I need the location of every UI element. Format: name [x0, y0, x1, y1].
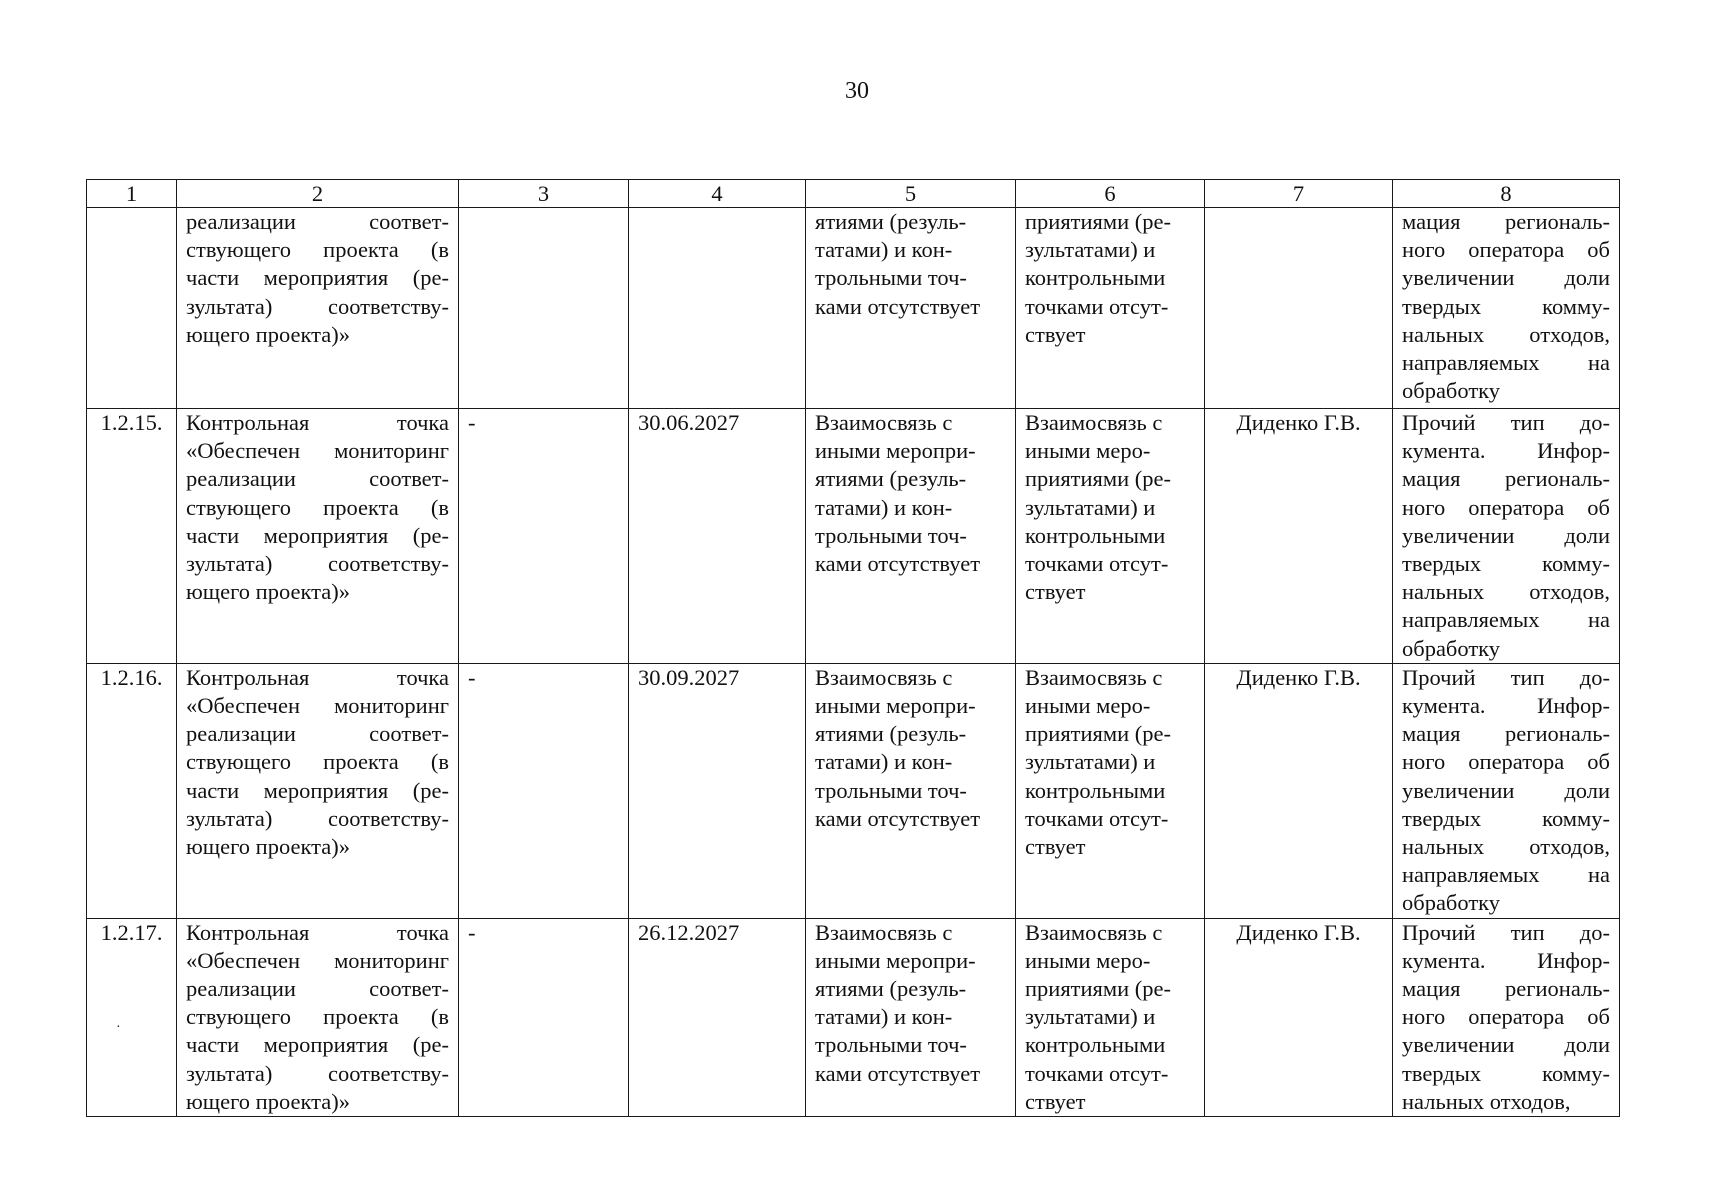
cell-line: зультатами) и	[1025, 237, 1156, 263]
cell-line: ствующего проекта (в	[186, 237, 449, 263]
cell-line: татами) и кон-	[815, 494, 953, 520]
cell-line: ствующего проекта (в	[186, 1004, 449, 1030]
cell-text: 30.06.2027	[638, 410, 740, 435]
event-name-cell	[177, 663, 459, 918]
date-cell	[629, 208, 806, 409]
cell-line: иными меропри-	[815, 947, 976, 973]
document-cell	[1393, 918, 1620, 1116]
date-cell	[629, 918, 806, 1116]
cell-line: ками отсутствует	[815, 1060, 981, 1086]
cell-line: точками отсут-	[1025, 805, 1169, 831]
cell-line: татами) и кон-	[815, 749, 953, 775]
table-row	[87, 409, 1620, 664]
cell-line: мация региональ-	[1402, 976, 1610, 1002]
date-cell	[629, 409, 806, 664]
date-cell	[629, 663, 806, 918]
cell-line: твердых комму-	[1402, 805, 1610, 831]
cell-line: приятиями (ре-	[1025, 721, 1172, 747]
cell-line: приятиями (ре-	[1025, 976, 1172, 1002]
cell-line: контрольными	[1025, 522, 1166, 548]
cell-line: обработку	[1402, 890, 1501, 916]
relation-cell-5	[806, 918, 1016, 1116]
cell-line: ствует	[1025, 579, 1086, 605]
relation-cell-6	[1016, 918, 1205, 1116]
cell-text: -	[468, 919, 476, 945]
relation-cell-5	[806, 663, 1016, 918]
responsible-cell	[1205, 409, 1393, 664]
cell-line: части мероприятия (ре-	[186, 522, 449, 548]
cell-line: «Обеспечен мониторинг	[186, 438, 449, 464]
cell-text: -	[468, 664, 476, 690]
cell-line: точками отсут-	[1025, 293, 1169, 319]
document-cell	[1393, 208, 1620, 409]
cell-line: иными меропри-	[815, 693, 976, 719]
prev-event-cell	[459, 663, 629, 918]
cell-line: твердых комму-	[1402, 293, 1610, 319]
cell-line: ятиями (резуль-	[815, 721, 967, 747]
header-col-5: 5	[806, 180, 1016, 208]
cell-line: реализации соответ-	[186, 209, 449, 234]
table-header-row	[87, 180, 1620, 208]
cell-line: увеличении доли	[1402, 777, 1610, 803]
cell-line: точками отсут-	[1025, 551, 1169, 577]
cell-line: нальных отходов,	[1402, 1088, 1571, 1114]
cell-line: ствует	[1025, 834, 1086, 860]
row-number-cell	[87, 208, 177, 409]
cell-line: приятиями (ре-	[1025, 466, 1172, 492]
document-cell	[1393, 409, 1620, 664]
cell-line: увеличении доли	[1402, 522, 1610, 548]
cell-line: мация региональ-	[1402, 466, 1610, 492]
cell-line: иными меро-	[1025, 947, 1151, 973]
cell-line: иными меропри-	[815, 438, 976, 464]
header-col-1: 1	[87, 180, 177, 208]
cell-line: иными меро-	[1025, 693, 1151, 719]
event-name-cell	[177, 208, 459, 409]
header-col-6: 6	[1016, 180, 1205, 208]
cell-line: зультатами) и	[1025, 1004, 1156, 1030]
cell-line: части мероприятия (ре-	[186, 1032, 449, 1058]
cell-line: увеличении доли	[1402, 1032, 1610, 1058]
cell-line: части мероприятия (ре-	[186, 777, 449, 803]
cell-line: трольными точ-	[815, 522, 967, 548]
cell-line: «Обеспечен мониторинг	[186, 947, 449, 973]
cell-line: Взаимосвязь с	[1025, 664, 1163, 690]
cell-line: трольными точ-	[815, 777, 967, 803]
cell-line: зультата) соответству-	[186, 551, 449, 577]
cell-line: ствующего проекта (в	[186, 749, 449, 775]
cell-line: Контрольная точка	[186, 664, 449, 690]
cell-line: зультатами) и	[1025, 749, 1156, 775]
cell-line: ного оператора об	[1402, 749, 1610, 775]
cell-line: точками отсут-	[1025, 1060, 1169, 1086]
cell-line: ками отсутствует	[815, 293, 981, 319]
cell-line: обработку	[1402, 635, 1501, 661]
cell-line: Прочий тип до-	[1402, 410, 1610, 435]
header-col-7: 7	[1205, 180, 1393, 208]
cell-line: Взаимосвязь с	[1025, 919, 1163, 945]
cell-line: направляемых на	[1402, 350, 1610, 376]
cell-line: направляемых на	[1402, 862, 1610, 888]
cell-line: ятиями (резуль-	[815, 209, 967, 234]
cell-text: 1.2.16.	[100, 664, 163, 690]
cell-line: Контрольная точка	[186, 410, 449, 435]
header-col-2: 2	[177, 180, 459, 208]
responsible-cell	[1205, 663, 1393, 918]
cell-line: Взаимосвязь с	[815, 664, 953, 690]
cell-line: реализации соответ-	[186, 976, 449, 1002]
cell-line: обработку	[1402, 378, 1501, 404]
cell-line: Прочий тип до-	[1402, 919, 1610, 945]
table-row	[87, 918, 1620, 1116]
cell-line: увеличении доли	[1402, 265, 1610, 291]
relation-cell-6	[1016, 409, 1205, 664]
cell-line: кумента. Инфор-	[1402, 693, 1610, 719]
event-name-cell	[177, 918, 459, 1116]
cell-line: направляемых на	[1402, 607, 1610, 633]
cell-line: Взаимосвязь с	[815, 410, 953, 435]
relation-cell-6	[1016, 663, 1205, 918]
cell-line: ного оператора об	[1402, 494, 1610, 520]
cell-line: кумента. Инфор-	[1402, 947, 1610, 973]
cell-line: ствует	[1025, 1088, 1086, 1114]
cell-line: нальных отходов,	[1402, 579, 1610, 605]
events-table	[86, 179, 1620, 1117]
row-number-cell	[87, 663, 177, 918]
table-row	[87, 208, 1620, 409]
row-number-cell	[87, 918, 177, 1116]
cell-line: ствует	[1025, 321, 1086, 347]
cell-line: Прочий тип до-	[1402, 664, 1610, 690]
cell-line: зультатами) и	[1025, 494, 1156, 520]
cell-line: ющего проекта)»	[186, 579, 350, 605]
responsible-cell	[1205, 208, 1393, 409]
header-col-8: 8	[1393, 180, 1620, 208]
header-col-3: 3	[459, 180, 629, 208]
cell-line: «Обеспечен мониторинг	[186, 693, 449, 719]
cell-line: Взаимосвязь с	[815, 919, 953, 945]
page-number: 30	[845, 78, 869, 104]
cell-line: трольными точ-	[815, 265, 967, 291]
cell-line: части мероприятия (ре-	[186, 265, 449, 291]
cell-line: приятиями (ре-	[1025, 209, 1172, 234]
cell-line: ного оператора об	[1402, 237, 1610, 263]
cell-line: ятиями (резуль-	[815, 466, 967, 492]
cell-line: нальных отходов,	[1402, 834, 1610, 860]
row-number-cell	[87, 409, 177, 664]
cell-line: татами) и кон-	[815, 1004, 953, 1030]
prev-event-cell	[459, 918, 629, 1116]
relation-cell-5	[806, 208, 1016, 409]
cell-line: ками отсутствует	[815, 551, 981, 577]
cell-line: ствующего проекта (в	[186, 494, 449, 520]
document-cell	[1393, 663, 1620, 918]
cell-line: ющего проекта)»	[186, 834, 350, 860]
event-name-cell	[177, 409, 459, 664]
cell-text: Диденко Г.В.	[1236, 919, 1361, 945]
cell-line: мация региональ-	[1402, 209, 1610, 234]
cell-line: ятиями (резуль-	[815, 976, 967, 1002]
cell-line: татами) и кон-	[815, 237, 953, 263]
cell-line: контрольными	[1025, 777, 1166, 803]
cell-text: 1.2.17.	[100, 919, 163, 945]
cell-line: зультата) соответству-	[186, 805, 449, 831]
cell-line: ного оператора об	[1402, 1004, 1610, 1030]
cell-line: зультата) соответству-	[186, 293, 449, 319]
table-row	[87, 663, 1620, 918]
cell-text: -	[468, 410, 476, 435]
cell-line: ющего проекта)»	[186, 1088, 350, 1114]
cell-line: трольными точ-	[815, 1032, 967, 1058]
cell-line: контрольными	[1025, 1032, 1166, 1058]
cell-line: мация региональ-	[1402, 721, 1610, 747]
cell-line: твердых комму-	[1402, 1060, 1610, 1086]
cell-text: 30.09.2027	[638, 664, 740, 690]
cell-text: 1.2.15.	[100, 410, 163, 435]
cell-line: зультата) соответству-	[186, 1060, 449, 1086]
cell-line: реализации соответ-	[186, 466, 449, 492]
cell-line: иными меро-	[1025, 438, 1151, 464]
cell-line: Взаимосвязь с	[1025, 410, 1163, 435]
cell-text: Диденко Г.В.	[1236, 410, 1361, 435]
header-col-4: 4	[629, 180, 806, 208]
cell-line: реализации соответ-	[186, 721, 449, 747]
responsible-cell	[1205, 918, 1393, 1116]
cell-line: Контрольная точка	[186, 919, 449, 945]
prev-event-cell	[459, 409, 629, 664]
cell-line: ками отсутствует	[815, 805, 981, 831]
cell-line: кумента. Инфор-	[1402, 438, 1610, 464]
cell-text: Диденко Г.В.	[1236, 664, 1361, 690]
prev-event-cell	[459, 208, 629, 409]
cell-line: нальных отходов,	[1402, 321, 1610, 347]
stray-mark: ·	[116, 1020, 121, 1035]
relation-cell-5	[806, 409, 1016, 664]
cell-line: контрольными	[1025, 265, 1166, 291]
relation-cell-6	[1016, 208, 1205, 409]
cell-line: ющего проекта)»	[186, 321, 350, 347]
cell-text: 26.12.2027	[638, 919, 740, 945]
cell-line: твердых комму-	[1402, 551, 1610, 577]
